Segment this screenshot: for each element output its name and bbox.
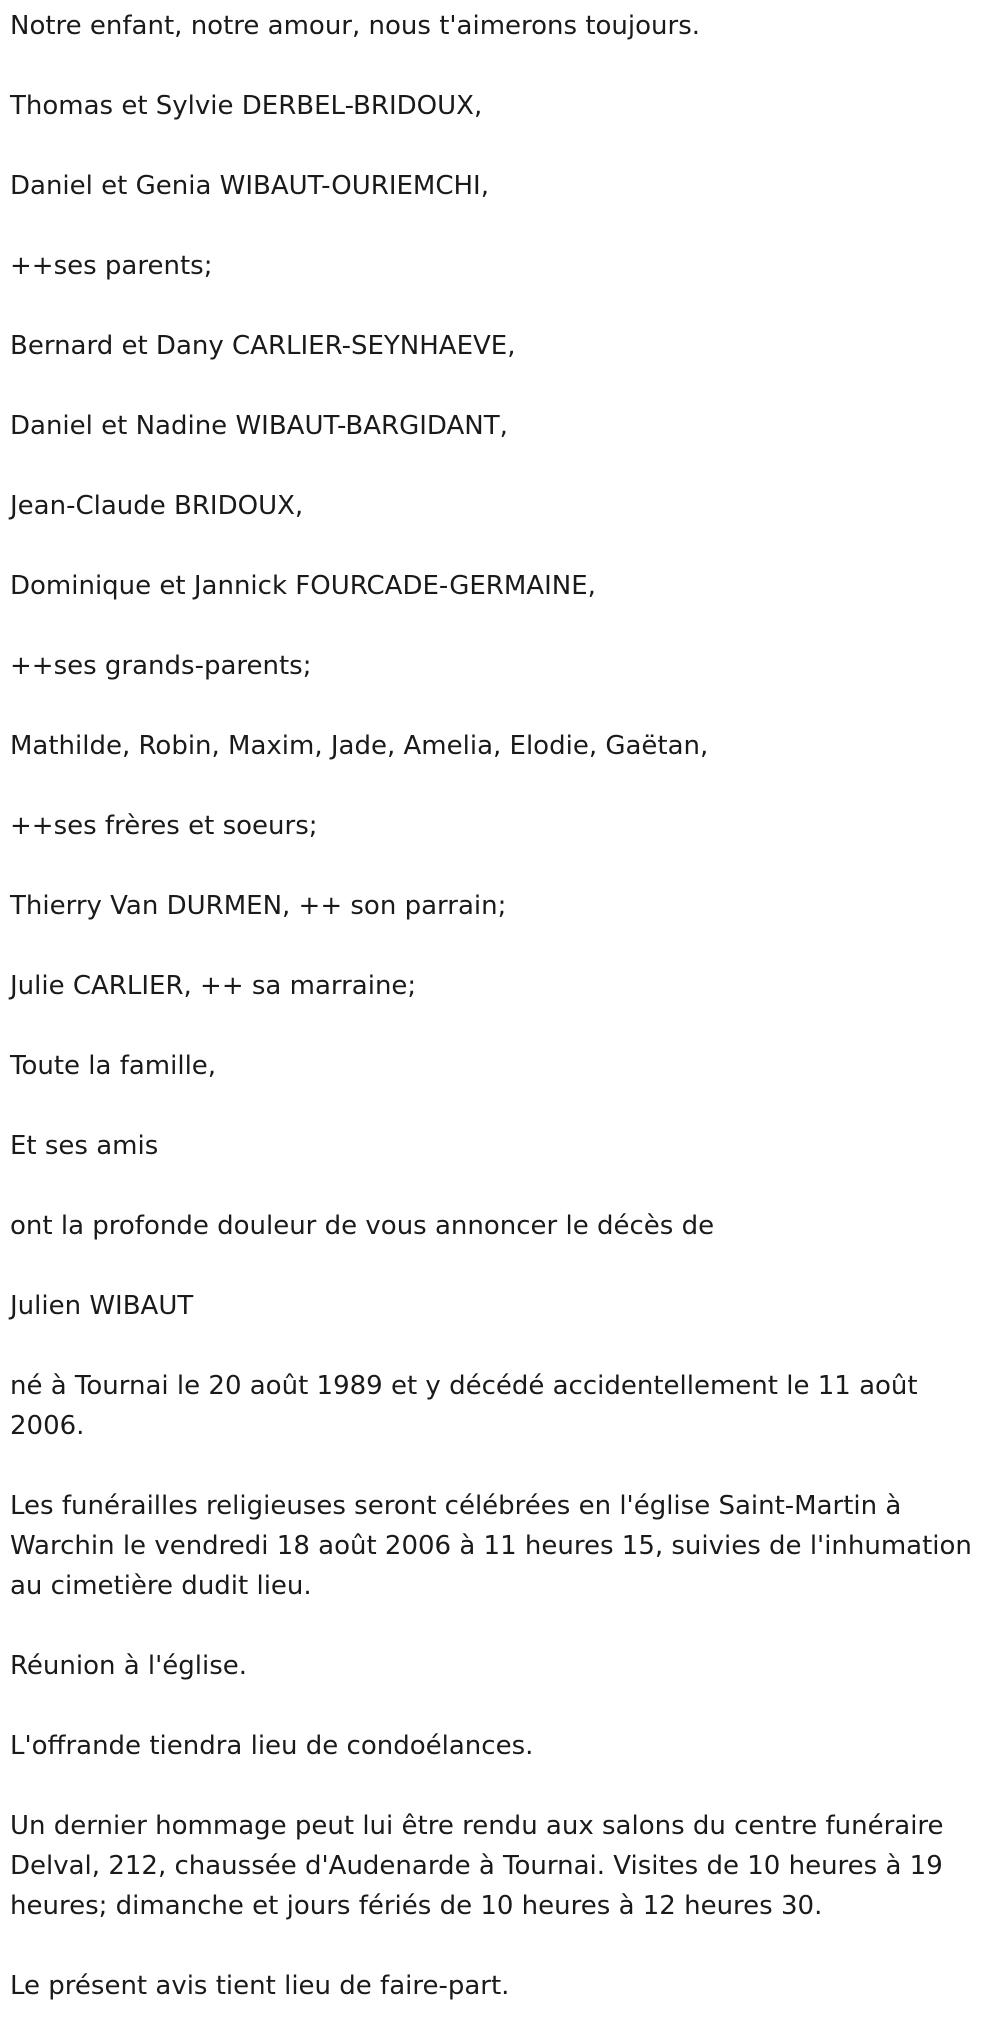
- notice-parents-1: Thomas et Sylvie DERBEL-BRIDOUX,: [10, 91, 483, 121]
- notice-funeral-details: Les funérailles religieuses seront célébrées en l'église Saint-Martin à Warchin le vendredi 18 août 2006 à 11 heures 15, suivies de l'inhumation au cimetière dudit lieu.: [10, 1491, 972, 1601]
- notice-godmother: Julie CARLIER, ++ sa marraine;: [10, 971, 417, 1001]
- notice-parents-2: Daniel et Genia WIBAUT-OURIEMCHI,: [10, 171, 489, 201]
- notice-grandparents-2: Daniel et Nadine WIBAUT-BARGIDANT,: [10, 411, 508, 441]
- notice-birth-death: né à Tournai le 20 août 1989 et y décédé accidentellement le 11 août 2006.: [10, 1371, 918, 1441]
- notice-announcement: ont la profonde douleur de vous annoncer le décès de: [10, 1211, 715, 1241]
- notice-offering: L'offrande tiendra lieu de condoélances.: [10, 1731, 534, 1761]
- notice-grandparents-4: Dominique et Jannick FOURCADE-GERMAINE,: [10, 571, 596, 601]
- notice-siblings: Mathilde, Robin, Maxim, Jade, Amelia, Elodie, Gaëtan,: [10, 731, 709, 761]
- notice-grandparents-1: Bernard et Dany CARLIER-SEYNHAEVE,: [10, 331, 516, 361]
- notice-meeting: Réunion à l'église.: [10, 1651, 248, 1681]
- notice-siblings-label: ++ses frères et soeurs;: [10, 811, 318, 841]
- notice-parents-label: ++ses parents;: [10, 251, 213, 281]
- notice-deceased-name: Julien WIBAUT: [10, 1291, 194, 1321]
- notice-friends: Et ses amis: [10, 1131, 159, 1161]
- notice-family: Toute la famille,: [10, 1051, 217, 1081]
- notice-godfather: Thierry Van DURMEN, ++ son parrain;: [10, 891, 507, 921]
- notice-visitation: Un dernier hommage peut lui être rendu aux salons du centre funéraire Delval, 212, chaussée d'Audenarde à Tournai. Visites de 10 heures à 19 heures; dimanche et jours fériés de 10 heures à 12 heures 30.: [10, 1811, 944, 1921]
- notice-opening-line: Notre enfant, notre amour, nous t'aimerons toujours.: [10, 11, 701, 41]
- notice-grandparents-label: ++ses grands-parents;: [10, 651, 312, 681]
- notice-closing: Le présent avis tient lieu de faire-part.: [10, 1971, 510, 2001]
- notice-grandparents-3: Jean-Claude BRIDOUX,: [10, 491, 304, 521]
